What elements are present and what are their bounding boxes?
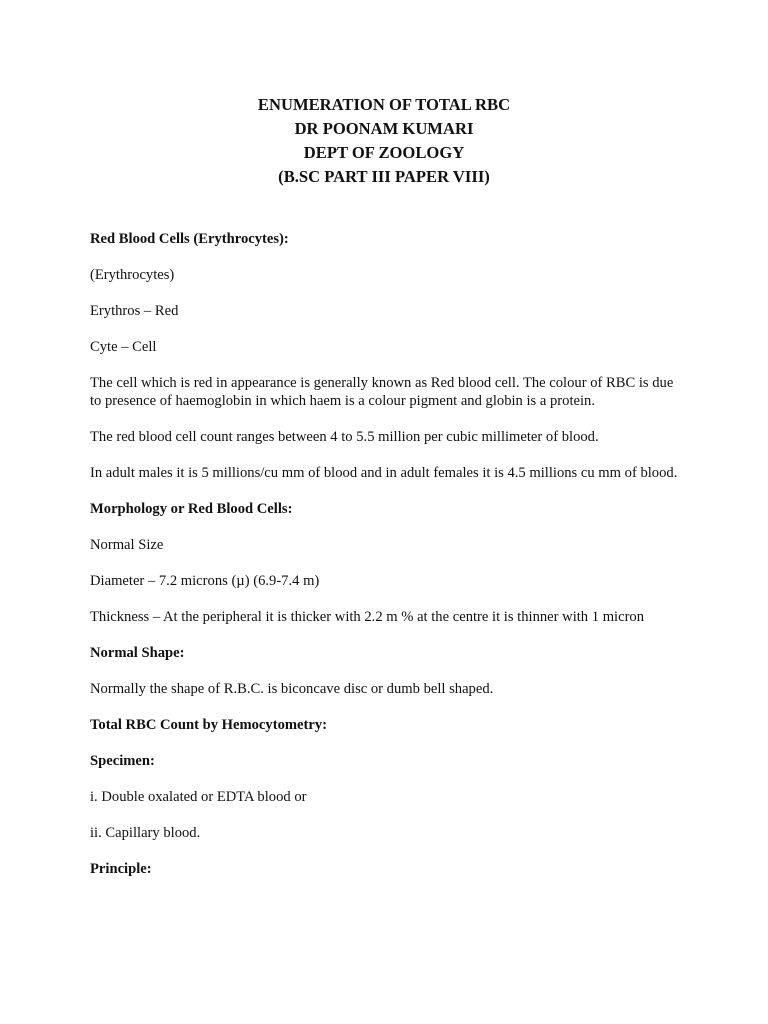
document-title-block — [0, 93, 768, 189]
heading-specimen: Specimen: — [90, 753, 155, 769]
paragraph-erythrocytes: (Erythrocytes) — [90, 267, 175, 283]
paragraph-thickness: Thickness – At the peripheral it is thicker with 2.2 m % at the centre it is thinner with 1 micron — [90, 609, 645, 625]
paragraph-cell-red: The cell which is red in appearance is generally known as Red blood cell. The colour of RBC is due to presence of haemoglobin in which haem is a colour pigment and globin is a protein. — [90, 375, 674, 409]
paragraph-erythros: Erythros – Red — [90, 303, 179, 319]
heading-morphology: Morphology or Red Blood Cells: — [90, 501, 293, 517]
heading-normal-shape: Normal Shape: — [90, 645, 185, 661]
paragraph-normal-size: Normal Size — [90, 537, 164, 553]
document-body — [90, 230, 680, 896]
title-line-3: DEPT OF ZOOLOGY — [303, 143, 465, 162]
heading-principle: Principle: — [90, 861, 152, 877]
title-line-4: (B.SC PART III PAPER VIII) — [278, 167, 490, 186]
heading-total-rbc-count: Total RBC Count by Hemocytometry: — [90, 717, 327, 733]
title-line-1: ENUMERATION OF TOTAL RBC — [257, 95, 511, 114]
paragraph-specimen-1: i. Double oxalated or EDTA blood or — [90, 789, 307, 805]
heading-red-blood-cells: Red Blood Cells (Erythrocytes): — [90, 231, 289, 247]
paragraph-count-range: The red blood cell count ranges between 4 to 5.5 million per cubic millimeter of blood. — [90, 429, 599, 445]
paragraph-cyte: Cyte – Cell — [90, 339, 157, 355]
title-line-2: DR POONAM KUMARI — [294, 119, 474, 138]
paragraph-specimen-2: ii. Capillary blood. — [90, 825, 201, 841]
paragraph-shape: Normally the shape of R.B.C. is biconcave disc or dumb bell shaped. — [90, 681, 494, 697]
paragraph-diameter: Diameter – 7.2 microns (µ) (6.9-7.4 m) — [90, 573, 320, 589]
paragraph-adult-counts: In adult males it is 5 millions/cu mm of blood and in adult females it is 4.5 millions cu mm of blood. — [90, 465, 678, 481]
